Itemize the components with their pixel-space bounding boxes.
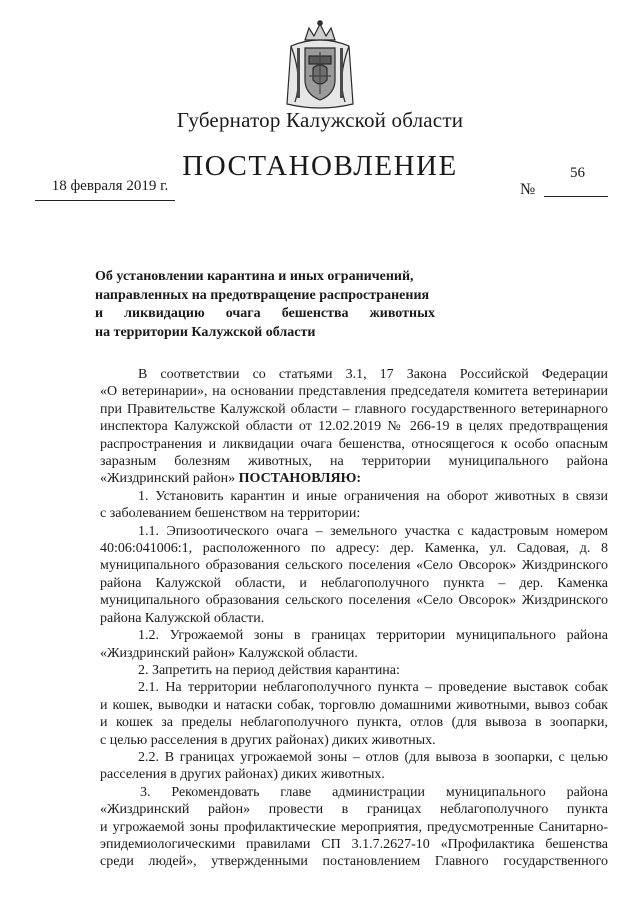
body-line: и кошек за пределы неблагополучного пункта, отлов (для вывоза в зоопарки, bbox=[100, 715, 608, 731]
coat-of-arms-emblem bbox=[283, 18, 357, 112]
document-subject-title bbox=[95, 268, 435, 342]
body-line: эпидемиологическими правилами СП 3.1.7.2627-10 «Профилактика бешенства bbox=[100, 836, 608, 852]
body-line: района Калужской области. bbox=[100, 610, 265, 626]
body-line: инспектора Калужской области от 12.02.2019 № 266-19 в целях предотвращения bbox=[100, 419, 608, 435]
date-underline bbox=[35, 200, 175, 201]
document-type-title: ПОСТАНОВЛЕНИЕ bbox=[182, 150, 458, 182]
body-line: распространения и ликвидации очага бешенства, относящегося к особо опасным bbox=[100, 436, 608, 452]
issuer-heading: Губернатор Калужской области bbox=[176, 108, 464, 132]
body-line: с заболеванием бешенством на территории: bbox=[100, 506, 361, 522]
body-line: среди людей», утвержденными постановлением Главного государственного bbox=[100, 854, 608, 870]
body-line: района Калужской области, и неблагополучного пункта – дер. Каменка bbox=[100, 575, 608, 591]
body-line: расселения в других районах) диких животных. bbox=[100, 767, 385, 783]
title-line: на территории Калужской области bbox=[95, 324, 316, 340]
body-line: муниципального образования сельского поселения «Село Овсорок» Жиздринского bbox=[100, 593, 608, 609]
body-line: и угрожаемой зоны профилактические мероприятия, предусмотренные Санитарно- bbox=[100, 819, 608, 835]
body-line: 1.2. Угрожаемой зоны в границах территории муниципального района bbox=[138, 628, 608, 644]
document-date: 18 февраля 2019 г. bbox=[51, 178, 169, 194]
title-line: Об установлении карантина и иных ограничений, bbox=[95, 269, 414, 284]
body-line: «О ветеринарии», на основании представления председателя комитета ветеринарии bbox=[100, 384, 608, 400]
number-sign: № bbox=[520, 181, 536, 198]
body-line: муниципального образования сельского поселения «Село Овсорок» Жиздринского bbox=[100, 558, 608, 574]
title-line: направленных на предотвращение распространения bbox=[95, 287, 430, 303]
body-line: 40:06:041006:1, расположенного по адресу: дер. Каменка, ул. Садовая, д. 8 bbox=[100, 541, 608, 557]
document-number: 56 bbox=[570, 165, 585, 181]
body-line: 3. Рекомендовать главе администрации муниципального района bbox=[140, 784, 608, 800]
body-line: «Жиздринский район» Калужской области. bbox=[100, 645, 358, 661]
document-body bbox=[100, 366, 608, 871]
body-line bbox=[100, 470, 608, 487]
body-line: В соответствии со статьями 3.1, 17 Закона Российской Федерации bbox=[138, 367, 608, 382]
title-line: и ликвидацию очага бешенства животных bbox=[95, 306, 435, 321]
body-line: с целью расселения в других районах) диких животных. bbox=[100, 732, 436, 748]
body-line: 2. Запретить на период действия карантина: bbox=[138, 662, 400, 678]
body-line: заразным болезням животных, на территории муниципального района bbox=[100, 454, 608, 470]
body-line: и кошек, выводки и натаски собак, торговлю домашними животными, вывоз собак bbox=[100, 697, 608, 713]
body-line: при Правительстве Калужской области – главного государственного ветеринарного bbox=[100, 401, 608, 417]
district-name: «Жиздринский район» bbox=[100, 471, 236, 487]
body-line: 1.1. Эпизоотического очага – земельного участка с кадастровым номером bbox=[138, 523, 608, 539]
body-line: «Жиздринский район» провести в границах неблагополучного пункта bbox=[100, 802, 608, 818]
body-line: 1. Установить карантин и иные ограничения на оборот животных в связи bbox=[138, 488, 608, 504]
body-line: 2.1. На территории неблагополучного пункта – проведение выставок собак bbox=[138, 680, 608, 696]
body-line: 2.2. В границах угрожаемой зоны – отлов (для вывоза в зоопарки, с целью bbox=[138, 749, 608, 765]
number-underline bbox=[544, 196, 608, 197]
decree-keyword: ПОСТАНОВЛЯЮ: bbox=[238, 471, 361, 487]
